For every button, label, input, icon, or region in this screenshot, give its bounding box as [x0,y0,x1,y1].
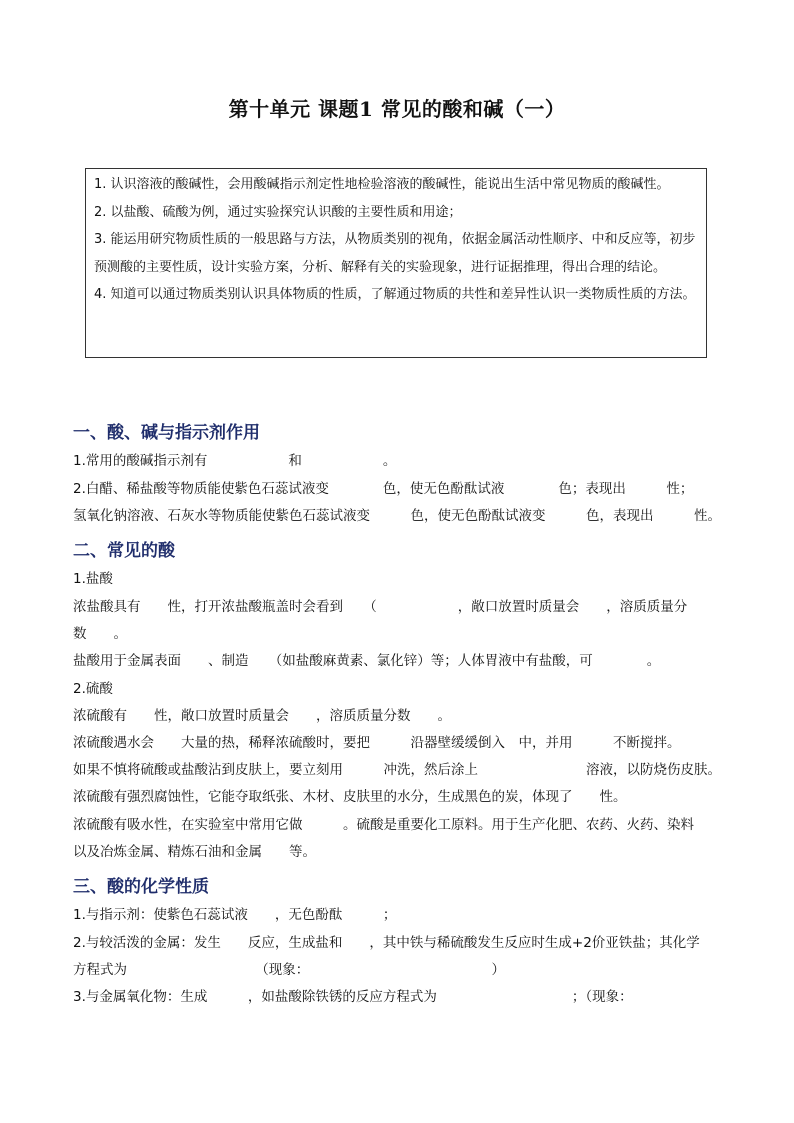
text-line: 方程式为 （现象： ） [73,962,505,978]
text-line: 以及冶炼金属、精炼石油和金属 等。 [73,844,316,860]
text-line: 2.硫酸 [73,681,113,697]
section-heading-indicators: 一、酸、碱与指示剂作用 [73,423,260,443]
text-line: 浓硫酸有强烈腐蚀性，它能夺取纸张、木材、皮肤里的水分，生成黑色的炭，体现了 性。 [73,789,627,805]
objective-item: 1. 认识溶液的酸碱性，会用酸碱指示剂定性地检验溶液的酸碱性，能说出生活中常见物质的酸碱性。 [94,177,670,192]
section-heading-common-acids: 二、常见的酸 [73,541,175,561]
text-line: 浓硫酸有 性，敞口放置时质量会 ，溶质质量分数 。 [73,708,451,724]
learning-objectives-box [85,168,707,358]
page-title: 第十单元 课题1 常见的酸和碱（一） [228,97,566,121]
text-line: 浓盐酸具有 性，打开浓盐酸瓶盖时会看到 （ ，敞口放置时质量会 ，溶质质量分 [73,599,688,615]
text-line: 1.盐酸 [73,571,113,587]
text-line: 1.与指示剂：使紫色石蕊试液 ，无色酚酞 ； [73,907,397,923]
text-line: 2.与较活泼的金属：发生 反应，生成盐和 ，其中铁与稀硫酸发生反应时生成+2价亚铁盐；其化学 [73,935,700,951]
text-line: 氢氧化钠溶液、石灰水等物质能使紫色石蕊试液变 色，使无色酚酞试液变 色，表现出 性。 [73,508,721,524]
text-line: 1.常用的酸碱指示剂有 和 。 [73,453,397,469]
objective-item: 3. 能运用研究物质性质的一般思路与方法，从物质类别的视角，依据金属活动性顺序、中和反应等，初步预测酸的主要性质，设计实验方案，分析、解释有关的实验现象，进行证据推理，得出合理的结论。 [94,232,696,275]
text-line: 如果不慎将硫酸或盐酸沾到皮肤上，要立刻用 冲洗，然后涂上 溶液，以防烧伤皮肤。 [73,762,721,778]
text-line: 2.白醋、稀盐酸等物质能使紫色石蕊试液变 色，使无色酚酞试液 色；表现出 性； [73,481,694,497]
text-line: 数 。 [73,626,127,642]
text-line: 盐酸用于金属表面 、制造 （如盐酸麻黄素、氯化锌）等；人体胃液中有盐酸，可 。 [73,653,661,669]
objective-item: 2. 以盐酸、硫酸为例，通过实验探究认识酸的主要性质和用途； [94,204,462,220]
objective-item: 4. 知道可以通过物质类别认识具体物质的性质，了解通过物质的共性和差异性认识一类物质性质的方法。 [94,287,696,302]
section-heading-acid-properties: 三、酸的化学性质 [73,877,209,897]
text-line: 浓硫酸有吸水性，在实验室中常用它做 。硫酸是重要化工原料。用于生产化肥、农药、火药、染料 [73,817,694,833]
text-line: 浓硫酸遇水会 大量的热，稀释浓硫酸时，要把 沿器壁缓缓倒入 中，并用 不断搅拌。 [73,735,681,751]
text-line: 3.与金属氧化物：生成 ，如盐酸除铁锈的反应方程式为 ；（现象： [73,989,633,1005]
